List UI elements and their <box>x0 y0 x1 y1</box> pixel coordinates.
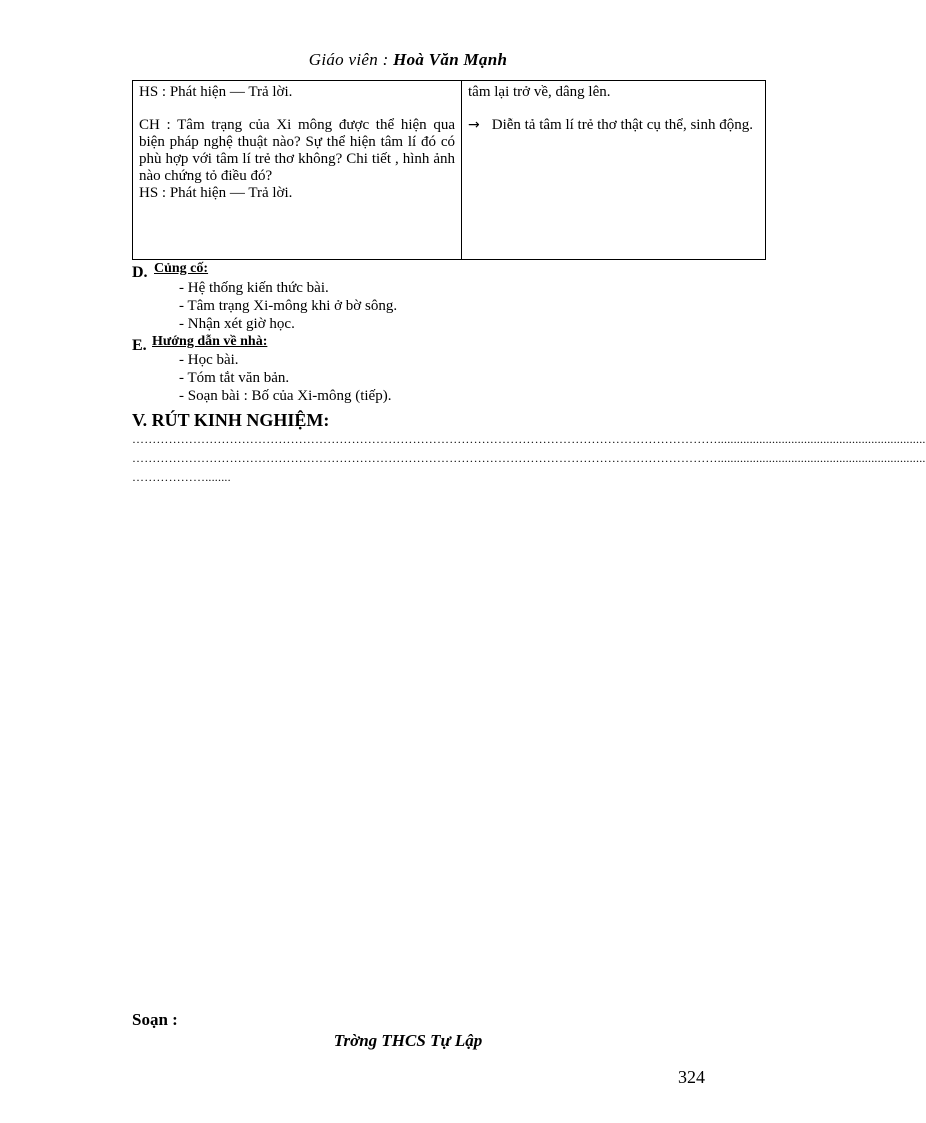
student-answer-2: HS : Phát hiện — Trả lời. <box>139 185 293 201</box>
section-e-label: E. <box>132 337 147 354</box>
page-header <box>0 50 816 70</box>
conclusion-body: Diễn tả tâm lí trẻ thơ thật cụ thể, sinh động. <box>491 117 753 133</box>
question-text: CH : Tâm trạng của Xi mông được thể hiện qua biện pháp nghệ thuật nào? Sự thể hiện tâm lí đó có phù hợp với tâm lí trẻ thơ không? Chi tiết , hình ảnh nào chứng tỏ điều đó? <box>139 117 455 184</box>
section-e-title: Hướng dẫn về nhà: <box>152 334 268 349</box>
section-d-title: Củng cố: <box>154 261 209 276</box>
student-answer-1: HS : Phát hiện — Trả lời. <box>139 84 293 100</box>
dotted-line: ………………………………………………………………………………………………………………………………................................................................. <box>132 451 926 465</box>
dotted-line: ………………………………………………………………………………………………………………………………................................................................. <box>132 432 926 446</box>
school-name: Trờng THCS Tự Lập <box>333 1031 483 1050</box>
teacher-name: Hoà Văn Mạnh <box>393 50 508 69</box>
section-d-item: - Hệ thống kiến thức bài. <box>179 280 329 296</box>
section-e-item: - Tóm tắt văn bản. <box>179 370 290 386</box>
section-v-title: V. RÚT KINH NGHIỆM: <box>132 410 330 430</box>
dotted-line: ………………........ <box>132 470 231 484</box>
teacher-activity-cell <box>133 81 462 260</box>
content-line-1: tâm lại trở về, dâng lên. <box>468 84 611 100</box>
soan-label: Soạn : <box>132 1010 178 1029</box>
arrow-right-icon: → <box>468 117 480 133</box>
conclusion-text <box>468 117 759 134</box>
section-e-item: - Học bài. <box>179 352 239 368</box>
section-d-item: - Nhận xét giờ học. <box>179 316 295 332</box>
section-e-item: - Soạn bài : Bố của Xi-mông (tiếp). <box>179 388 392 404</box>
content-cell <box>462 81 766 260</box>
section-d-label: D. <box>132 264 148 281</box>
header-prefix: Giáo viên : <box>308 50 394 69</box>
section-d-item: - Tâm trạng Xi-mông khi ở bờ sông. <box>179 298 398 314</box>
lesson-table <box>132 80 766 260</box>
page-number: 324 <box>678 1067 705 1087</box>
